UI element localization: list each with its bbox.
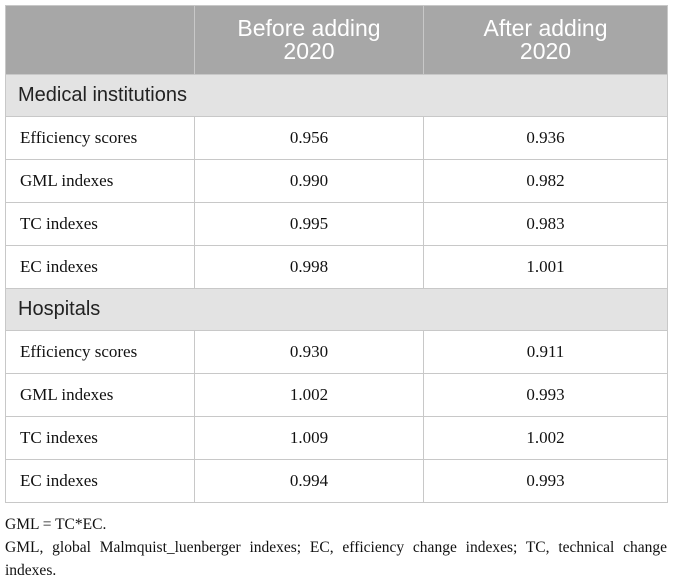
before-value: 1.002 [195,374,424,417]
after-value: 0.983 [424,203,668,246]
after-value: 1.002 [424,417,668,460]
header-before-label: Before adding 2020 [237,15,381,64]
table-row [6,160,668,203]
section-row [6,289,668,331]
header-after-2020 [424,6,668,75]
row-label: Efficiency scores [6,117,195,160]
table-row [6,246,668,289]
row-label: GML indexes [6,374,195,417]
before-value: 0.930 [195,331,424,374]
table-row [6,331,668,374]
after-value: 0.911 [424,331,668,374]
data-table [5,5,668,503]
table-row [6,374,668,417]
row-label: TC indexes [6,203,195,246]
formula-note: GML = TC*EC. [5,516,107,533]
section-row [6,75,668,117]
row-label: Efficiency scores [6,331,195,374]
table-row [6,203,668,246]
before-value: 0.998 [195,246,424,289]
table-row [6,117,668,160]
before-value: 0.995 [195,203,424,246]
table-row [6,460,668,503]
row-label: GML indexes [6,160,195,203]
before-value: 0.994 [195,460,424,503]
header-row [6,6,668,75]
header-before-2020 [195,6,424,75]
after-value: 0.936 [424,117,668,160]
before-value: 0.956 [195,117,424,160]
table-row [6,417,668,460]
before-value: 1.009 [195,417,424,460]
section-title: Hospitals [6,289,668,331]
header-empty-cell [6,6,195,75]
table-figure [5,5,667,582]
row-label: EC indexes [6,460,195,503]
abbreviation-note: GML, global Malmquist_luenberger indexes; EC, efficiency change indexes; TC, technical change indexes. [5,539,667,579]
row-label: TC indexes [6,417,195,460]
after-value: 1.001 [424,246,668,289]
header-after-label: After adding 2020 [483,15,608,64]
after-value: 0.993 [424,374,668,417]
section-title: Medical institutions [6,75,668,117]
row-label: EC indexes [6,246,195,289]
after-value: 0.993 [424,460,668,503]
table-footnotes [5,513,667,582]
after-value: 0.982 [424,160,668,203]
before-value: 0.990 [195,160,424,203]
